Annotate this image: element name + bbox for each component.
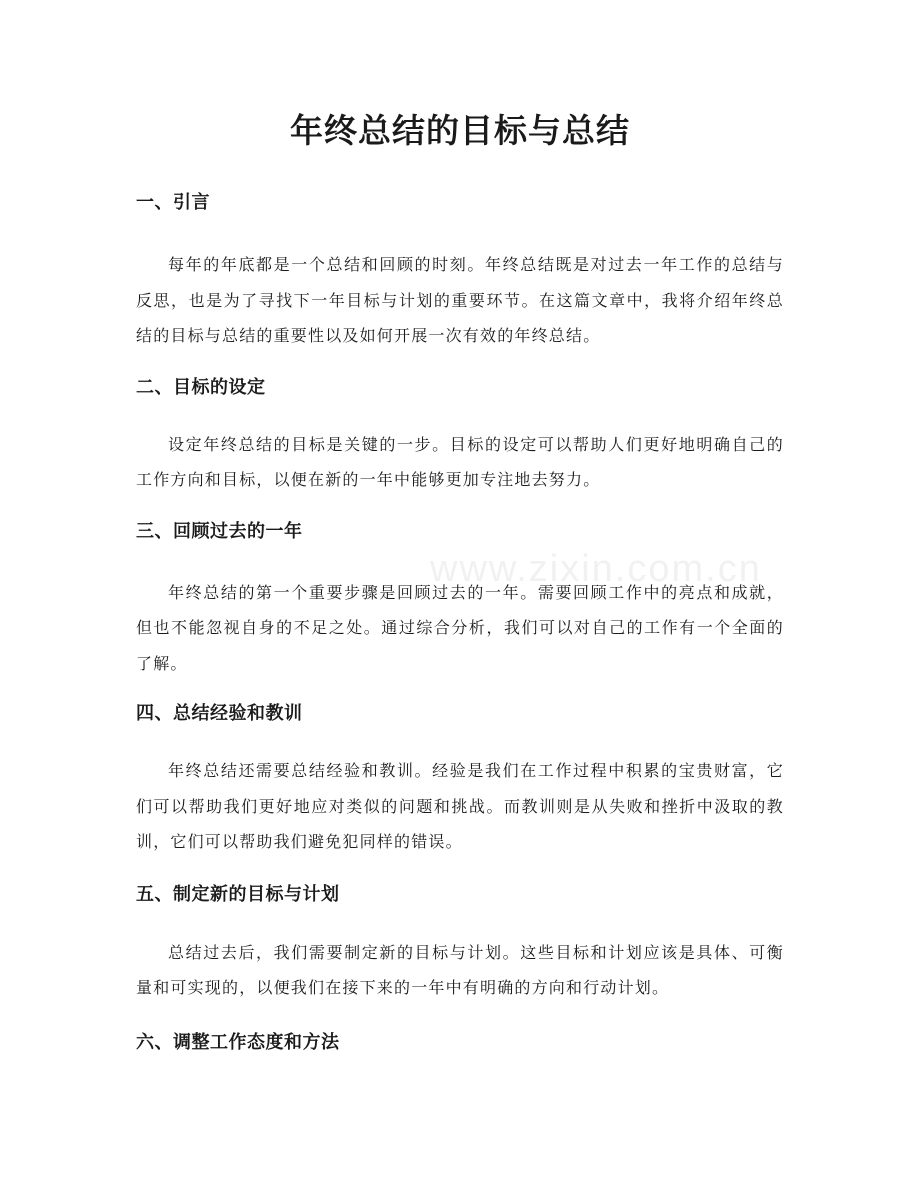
section-review-past-year bbox=[136, 515, 784, 682]
section-adjust-attitude-methods bbox=[136, 1026, 784, 1060]
section-heading: 六、调整工作态度和方法 bbox=[136, 1031, 340, 1053]
section-heading: 二、目标的设定 bbox=[136, 376, 266, 398]
section-paragraph: 年终总结的第一个重要步骤是回顾过去的一年。需要回顾工作中的亮点和成就，但也不能忽视自身的不足之处。通过综合分析，我们可以对自己的工作有一个全面的了解。 bbox=[136, 582, 784, 673]
section-lessons-learned bbox=[136, 697, 784, 860]
section-introduction bbox=[136, 186, 784, 354]
section-paragraph: 设定年终总结的目标是关键的一步。目标的设定可以帮助人们更好地明确自己的工作方向和目标，以便在新的一年中能够更加专注地去努力。 bbox=[136, 434, 784, 489]
section-heading: 四、总结经验和教训 bbox=[136, 703, 303, 724]
document-body bbox=[136, 186, 784, 1060]
section-heading: 五、制定新的目标与计划 bbox=[136, 883, 340, 905]
document-title: 年终总结的目标与总结 bbox=[290, 111, 630, 150]
section-new-goals-plans bbox=[136, 878, 784, 1006]
section-paragraph: 总结过去后，我们需要制定新的目标与计划。这些目标和计划应该是具体、可衡量和可实现的，以便我们在接下来的一年中有明确的方向和行动计划。 bbox=[136, 942, 784, 997]
section-heading: 一、引言 bbox=[136, 192, 210, 213]
section-heading: 三、回顾过去的一年 bbox=[136, 520, 303, 542]
section-paragraph: 每年的年底都是一个总结和回顾的时刻。年终总结既是对过去一年工作的总结与反思，也是为了寻找下一年目标与计划的重要环节。在这篇文章中，我将介绍年终总结的目标与总结的重要性以及如何开展一次有效的年终总结。 bbox=[136, 255, 784, 345]
section-paragraph: 年终总结还需要总结经验和教训。经验是我们在工作过程中积累的宝贵财富，它们可以帮助我们更好地应对类似的问题和挑战。而教训则是从失败和挫折中汲取的教训，它们可以帮助我们避免犯同样的错误。 bbox=[136, 761, 784, 851]
section-goal-setting bbox=[136, 371, 784, 498]
watermark: www.zixin.com.cn bbox=[430, 548, 762, 590]
